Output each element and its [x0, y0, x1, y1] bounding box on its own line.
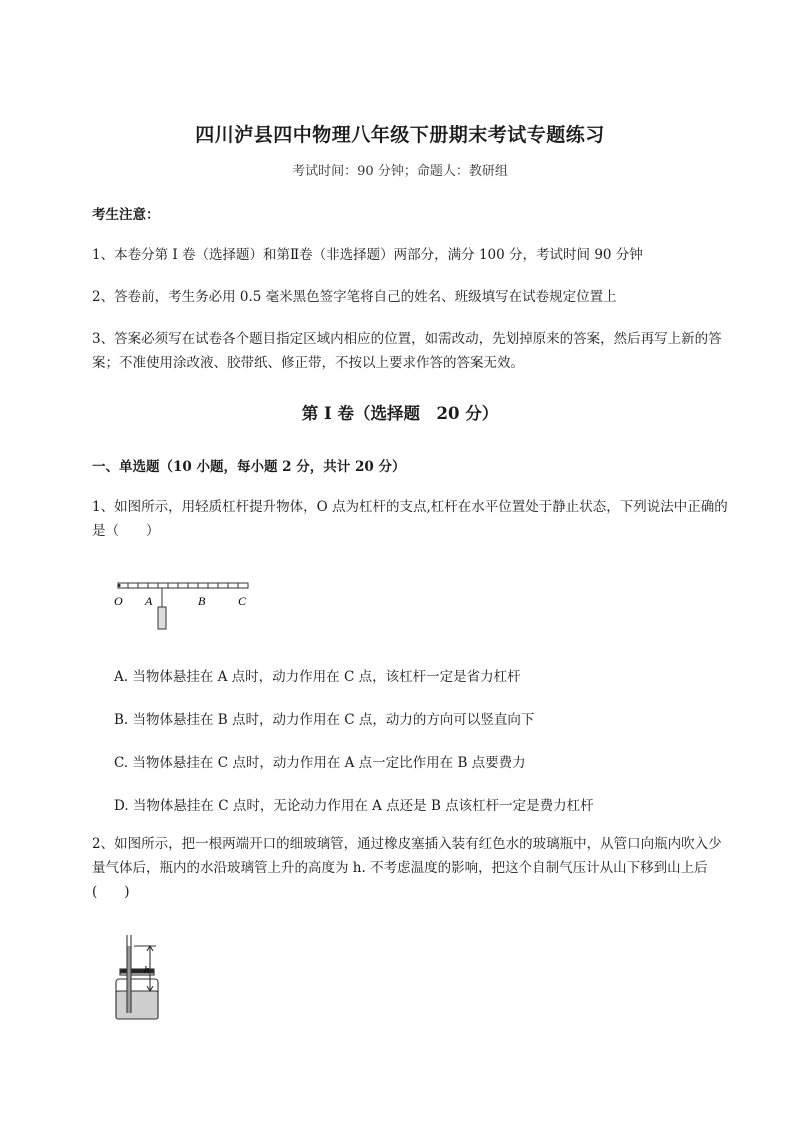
label-C: C — [238, 594, 247, 608]
option-a: A. 当物体悬挂在 A 点时，动力作用在 C 点，该杠杆一定是省力杠杆 — [114, 669, 521, 685]
part-heading: 一、单选题（10 小题，每小题 2 分，共计 20 分） — [92, 459, 406, 475]
label-A: A — [145, 594, 153, 608]
option-d: D. 当物体悬挂在 C 点时，无论动力作用在 A 点还是 B 点该杠杆一定是费力杠杆 — [114, 798, 594, 814]
label-B: B — [198, 594, 206, 608]
notice-item-3: 3、答案必须写在试卷各个题目指定区域内相应的位置，如需改动，先划掉原来的答案，然后再写上新的答案；不准使用涂改液、胶带纸、修正带，不按以上要求作答的答案无效。 — [92, 331, 722, 371]
question-2-stem: 2、如图所示，把一根两端开口的细玻璃管，通过橡皮塞插入装有红色水的玻璃瓶中，从管口向瓶内吹入少量气体后，瓶内的水沿玻璃管上升的高度为 h. 不考虑温度的影响，把这个自制气压计从山下移到山上后( ) — [92, 836, 722, 900]
exam-info: 考试时间：90 分钟；命题人：教研组 — [292, 164, 508, 179]
notice-item-1: 1、本卷分第 I 卷（选择题）和第Ⅱ卷（非选择题）两部分，满分 100 分，考试时间 90 分钟 — [92, 247, 643, 263]
label-O: O — [114, 594, 123, 608]
notice-heading: 考生注意： — [92, 207, 160, 223]
page-title: 四川泸县四中物理八年级下册期末考试专题练习 — [195, 124, 605, 146]
label-h: h — [144, 964, 150, 976]
option-c: C. 当物体悬挂在 C 点时，动力作用在 A 点一定比作用在 B 点要费力 — [114, 755, 526, 771]
lever-figure — [110, 572, 260, 634]
section-title: 第 I 卷（选择题 20 分） — [301, 404, 499, 423]
question-1-stem: 1、如图所示，用轻质杠杆提升物体，O 点为杠杆的支点,杠杆在水平位置处于静止状态，下列说法中正确的是（ ） — [92, 499, 728, 539]
pivot-point — [117, 584, 120, 587]
barometer-figure — [108, 933, 178, 1025]
option-b: B. 当物体悬挂在 B 点时，动力作用在 C 点，动力的方向可以竖直向下 — [114, 712, 535, 728]
notice-item-2: 2、答卷前，考生务必用 0.5 毫米黑色签字笔将自己的姓名、班级填写在试卷规定位置上 — [92, 289, 617, 305]
